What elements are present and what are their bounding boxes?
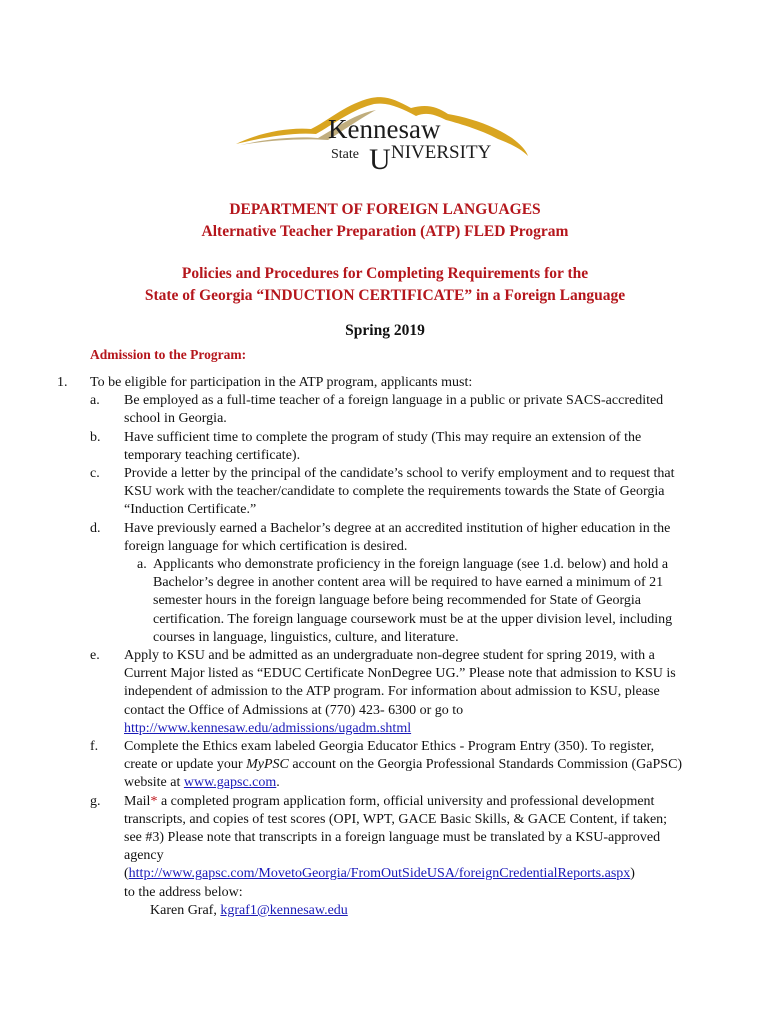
admission-section-title: Admission to the Program:	[90, 347, 247, 362]
item-f-end: .	[276, 775, 280, 791]
list-item-b	[0, 429, 770, 465]
list-item-e	[0, 647, 770, 738]
item-g-mail: Mail	[124, 793, 151, 809]
item-letter: a.	[90, 393, 100, 409]
item-letter: d.	[90, 520, 101, 536]
item-f-body	[124, 738, 684, 793]
list-item-g	[0, 793, 770, 902]
item-e-body	[124, 647, 684, 738]
item-letter: c.	[90, 466, 100, 482]
foreign-credential-link[interactable]: http://www.gapsc.com/MovetoGeorgia/FromOutSideUSA/foreignCredentialReports.aspx	[128, 866, 631, 882]
contact-line	[0, 902, 770, 920]
item-g-address-text: to the address below:	[124, 884, 243, 900]
list-item-d-sub-a	[0, 556, 770, 647]
sub-item-letter: a.	[137, 557, 147, 573]
mypsc-term: MyPSC	[246, 757, 289, 773]
kennesaw-state-university-logo	[236, 94, 536, 174]
logo-state: State	[331, 147, 359, 162]
program-heading: Alternative Teacher Preparation (ATP) FLED Program	[201, 223, 569, 240]
item-letter: e.	[90, 648, 100, 664]
item-number: 1.	[57, 375, 68, 390]
logo-university-u: U	[369, 143, 391, 174]
item-d-sub-a-text: Applicants who demonstrate proficiency in the foreign language (see 1.d. below) and hold a Bachelor’s degree in another content area will be required to have earned a minimum of 21 semester hours in the foreign language before being recommended for State of Georgia certification. The foreign language coursework must be at the upper division level, including courses in language, linguistics, culture, and literature.	[153, 557, 673, 645]
logo-university-rest: NIVERSITY	[391, 142, 492, 163]
requirements-list	[0, 374, 770, 920]
item-letter: g.	[90, 793, 101, 809]
item-b-text: Have sufficient time to complete the program of study (This may require an extension of the temporary teaching certificate).	[124, 429, 642, 463]
item-d-text: Have previously earned a Bachelor’s degree at an accredited institution of higher education in the foreign language for which certification is desired.	[124, 520, 671, 554]
department-heading: DEPARTMENT OF FOREIGN LANGUAGES	[229, 201, 541, 218]
item-f-text-after: account on the Georgia Professional Standards Commission (GaPSC) website at	[124, 757, 683, 791]
item-c-text: Provide a letter by the principal of the candidate’s school to verify employment and to request that KSU work with the teacher/candidate to complete the requirements towards the State of Georgia “Induction Certificate.”	[124, 466, 675, 518]
term-heading: Spring 2019	[345, 322, 425, 339]
item-letter: f.	[90, 739, 99, 755]
contact-email-link[interactable]: kgraf1@kennesaw.edu	[220, 902, 348, 918]
item-g-paren-open: (	[124, 866, 129, 882]
list-item-d	[0, 520, 770, 556]
item-g-asterisk: *	[150, 793, 158, 809]
policies-heading-line1: Policies and Procedures for Completing Requirements for the	[181, 265, 589, 282]
gapsc-link[interactable]: www.gapsc.com	[183, 775, 277, 791]
list-item-a	[0, 392, 770, 428]
item-1-intro: To be eligible for participation in the ATP program, applicants must:	[90, 375, 473, 390]
item-e-text: Apply to KSU and be admitted as an undergraduate non-degree student for spring 2019, with a Current Major listed as “EDUC Certificate NonDegree UG.” Please note that admission to KSU is independent of admission to the ATP program. For information about admission to KSU, please contact the Office of Admissions at (770) 423- 6300 or go to	[124, 648, 676, 718]
list-item-1	[0, 374, 770, 392]
item-f-text-before: Complete the Ethics exam labeled Georgia Educator Ethics - Program Entry (350). To register, create or update your	[124, 739, 655, 773]
policies-heading-line2: State of Georgia “INDUCTION CERTIFICATE” in a Foreign Language	[144, 287, 626, 304]
item-a-text: Be employed as a full-time teacher of a foreign language in a public or private SACS-accredited school in Georgia.	[124, 393, 664, 427]
list-item-c	[0, 465, 770, 520]
item-g-paren-close: )	[630, 866, 635, 882]
item-g-text: a completed program application form, official university and professional development transcripts, and copies of test scores (OPI, WPT, GACE Basic Skills, & GACE Content, if taken; see #3) Please note that transcripts in a foreign language must be translated by a KSU-approved agency	[124, 793, 668, 864]
list-item-f	[0, 738, 770, 793]
item-letter: b.	[90, 429, 101, 445]
logo-kennesaw: Kennesaw	[328, 114, 441, 144]
contact-body	[150, 902, 770, 920]
admissions-link[interactable]: http://www.kennesaw.edu/admissions/ugadm.shtml	[124, 720, 412, 736]
contact-name: Karen Graf,	[150, 902, 221, 918]
item-g-body	[124, 793, 684, 902]
